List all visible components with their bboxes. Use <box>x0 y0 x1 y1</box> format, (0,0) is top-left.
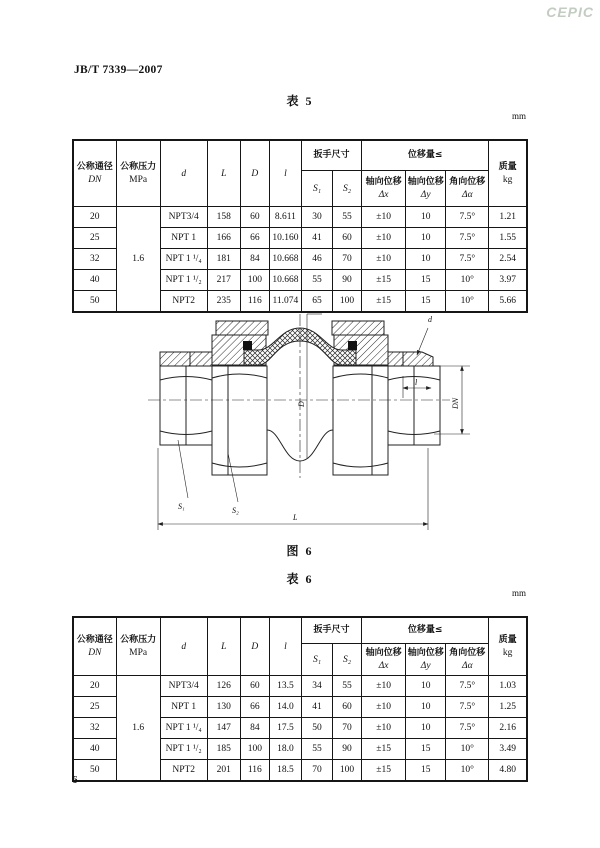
cell: 65 <box>301 291 332 313</box>
cell: 20 <box>73 676 116 697</box>
figure-6-drawing <box>140 308 475 549</box>
table-row <box>73 676 527 697</box>
col-da: 角向位移 Δα <box>446 171 489 207</box>
col-s2: S₂ <box>333 171 362 207</box>
cell: ±15 <box>362 739 406 760</box>
col-s2: S₂ <box>333 644 362 676</box>
col-d: d <box>160 140 207 207</box>
cell: 10.668 <box>269 249 301 270</box>
cell: 13.5 <box>269 676 301 697</box>
cell: 235 <box>207 291 240 313</box>
col-pressure: 公称压力 MPa <box>116 140 160 207</box>
cell: NPT2 <box>160 760 207 782</box>
label-l: l <box>415 378 418 387</box>
cell: 10 <box>406 676 446 697</box>
cell: 7.5° <box>446 718 489 739</box>
col-mass: 质量 kg <box>489 140 527 207</box>
col-pressure: 公称压力 MPa <box>116 617 160 676</box>
cell: 10° <box>446 291 489 313</box>
page-number: 6 <box>72 774 78 786</box>
col-dy: 轴向位移 Δy <box>406 644 446 676</box>
cell: 25 <box>73 697 116 718</box>
col-D: D <box>240 140 269 207</box>
col-displacement: 位移量≤ <box>362 140 489 171</box>
cell: 50 <box>301 718 332 739</box>
cell: 1.21 <box>489 207 527 228</box>
cell: 10 <box>406 228 446 249</box>
cell: 60 <box>240 676 269 697</box>
cell: 166 <box>207 228 240 249</box>
cell: 130 <box>207 697 240 718</box>
table6-caption: 表 6 <box>286 572 314 586</box>
cell: 70 <box>333 249 362 270</box>
col-l: l <box>269 617 301 676</box>
cell: 217 <box>207 270 240 291</box>
col-s1: S₁ <box>301 644 332 676</box>
col-s1: S₁ <box>301 171 332 207</box>
cell: 185 <box>207 739 240 760</box>
cell: ±15 <box>362 760 406 782</box>
cepic-watermark: CEPIC <box>546 4 594 20</box>
cell: 32 <box>73 718 116 739</box>
cell: 7.5° <box>446 676 489 697</box>
cell: 10 <box>406 207 446 228</box>
cell: 10 <box>406 718 446 739</box>
cell: 70 <box>301 760 332 782</box>
cell: 158 <box>207 207 240 228</box>
cell: ±15 <box>362 291 406 313</box>
col-l: l <box>269 140 301 207</box>
col-dy: 轴向位移 Δy <box>406 171 446 207</box>
cell: 66 <box>240 228 269 249</box>
label-S1: S₁ <box>178 502 185 511</box>
cell: 18.0 <box>269 739 301 760</box>
cell: 10 <box>406 249 446 270</box>
standard-number: JB/T 7339—2007 <box>74 64 163 76</box>
cell: 15 <box>406 270 446 291</box>
cell: NPT2 <box>160 291 207 313</box>
cell: 7.5° <box>446 697 489 718</box>
cell: 7.5° <box>446 228 489 249</box>
cell: ±10 <box>362 228 406 249</box>
cell: NPT 1 ¹/₄ <box>160 249 207 270</box>
cell: 147 <box>207 718 240 739</box>
cell: 66 <box>240 697 269 718</box>
cell: 25 <box>73 228 116 249</box>
cell: 3.97 <box>489 270 527 291</box>
cell: 10 <box>406 697 446 718</box>
col-mass: 质量 kg <box>489 617 527 676</box>
col-wrench-size: 扳手尺寸 <box>301 140 361 171</box>
col-D: D <box>240 617 269 676</box>
cell: 15 <box>406 760 446 782</box>
cell: 55 <box>333 676 362 697</box>
cell: 46 <box>301 249 332 270</box>
cell: NPT 1 ¹/₂ <box>160 739 207 760</box>
cell: ±10 <box>362 249 406 270</box>
cell: 90 <box>333 270 362 291</box>
table5-section <box>72 92 528 313</box>
cell: 181 <box>207 249 240 270</box>
col-da: 角向位移 Δα <box>446 644 489 676</box>
cell: 1.25 <box>489 697 527 718</box>
table6 <box>72 616 528 782</box>
cell: 84 <box>240 718 269 739</box>
cell: 7.5° <box>446 207 489 228</box>
cell: 5.66 <box>489 291 527 313</box>
cell: 7.5° <box>446 249 489 270</box>
col-wrench-size: 扳手尺寸 <box>301 617 361 644</box>
cell: 100 <box>333 291 362 313</box>
cell: 4.80 <box>489 760 527 782</box>
cell-pressure: 1.6 <box>116 207 160 313</box>
col-dx: 轴向位移 Δx <box>362 644 406 676</box>
cell: 126 <box>207 676 240 697</box>
table5 <box>72 139 528 313</box>
cell: 201 <box>207 760 240 782</box>
cell: 100 <box>240 739 269 760</box>
table6-section <box>72 570 528 782</box>
cell: 14.0 <box>269 697 301 718</box>
table5-caption: 表 5 <box>286 94 314 108</box>
cell: 17.5 <box>269 718 301 739</box>
cell: 10° <box>446 760 489 782</box>
cell: 1.55 <box>489 228 527 249</box>
cell: 10.160 <box>269 228 301 249</box>
cell: 34 <box>301 676 332 697</box>
cell: ±10 <box>362 207 406 228</box>
col-dn: 公称通径 DN <box>73 617 116 676</box>
table6-unit: mm <box>511 588 526 598</box>
cell: 41 <box>301 228 332 249</box>
cell: 60 <box>333 228 362 249</box>
cell: 60 <box>333 697 362 718</box>
cell: NPT 1 <box>160 228 207 249</box>
label-D: D <box>297 401 306 407</box>
cell: 10° <box>446 739 489 760</box>
col-dx: 轴向位移 Δx <box>362 171 406 207</box>
cell: 60 <box>240 207 269 228</box>
cell: 70 <box>333 718 362 739</box>
cell: 2.16 <box>489 718 527 739</box>
cell: 41 <box>301 697 332 718</box>
cell: ±10 <box>362 718 406 739</box>
cell: ±10 <box>362 676 406 697</box>
cell: 40 <box>73 739 116 760</box>
label-DN: DN <box>451 397 460 409</box>
cell: 30 <box>301 207 332 228</box>
cell: ±10 <box>362 697 406 718</box>
cell: NPT 1 ¹/₄ <box>160 718 207 739</box>
cell: 40 <box>73 270 116 291</box>
cell-pressure: 1.6 <box>116 676 160 782</box>
cell: 2.54 <box>489 249 527 270</box>
cell: 84 <box>240 249 269 270</box>
cell: 15 <box>406 291 446 313</box>
cell: 50 <box>73 760 116 782</box>
cell: 100 <box>333 760 362 782</box>
cell: 32 <box>73 249 116 270</box>
cell: 18.5 <box>269 760 301 782</box>
figure-6-caption: 图 6 <box>286 544 314 558</box>
cell: 15 <box>406 739 446 760</box>
cell: 90 <box>333 739 362 760</box>
cell: 55 <box>301 739 332 760</box>
cell: 50 <box>73 291 116 313</box>
cell: ±15 <box>362 270 406 291</box>
label-L: L <box>293 513 298 522</box>
label-S2: S₂ <box>232 506 239 515</box>
cell: 55 <box>301 270 332 291</box>
cell: NPT3/4 <box>160 207 207 228</box>
cell: 20 <box>73 207 116 228</box>
col-dn: 公称通径 DN <box>73 140 116 207</box>
cell: 11.074 <box>269 291 301 313</box>
cell: 116 <box>240 291 269 313</box>
table-row <box>73 207 527 228</box>
col-displacement: 位移量≤ <box>362 617 489 644</box>
col-L: L <box>207 140 240 207</box>
cell: 10° <box>446 270 489 291</box>
col-d: d <box>160 617 207 676</box>
cell: NPT3/4 <box>160 676 207 697</box>
cell: 1.03 <box>489 676 527 697</box>
cell: 3.49 <box>489 739 527 760</box>
cell: NPT 1 ¹/₂ <box>160 270 207 291</box>
cell: 8.611 <box>269 207 301 228</box>
table5-unit: mm <box>511 111 526 121</box>
col-L: L <box>207 617 240 676</box>
cell: 10.668 <box>269 270 301 291</box>
cell: NPT 1 <box>160 697 207 718</box>
label-d: d <box>428 315 432 324</box>
cell: 116 <box>240 760 269 782</box>
cell: 100 <box>240 270 269 291</box>
cell: 55 <box>333 207 362 228</box>
